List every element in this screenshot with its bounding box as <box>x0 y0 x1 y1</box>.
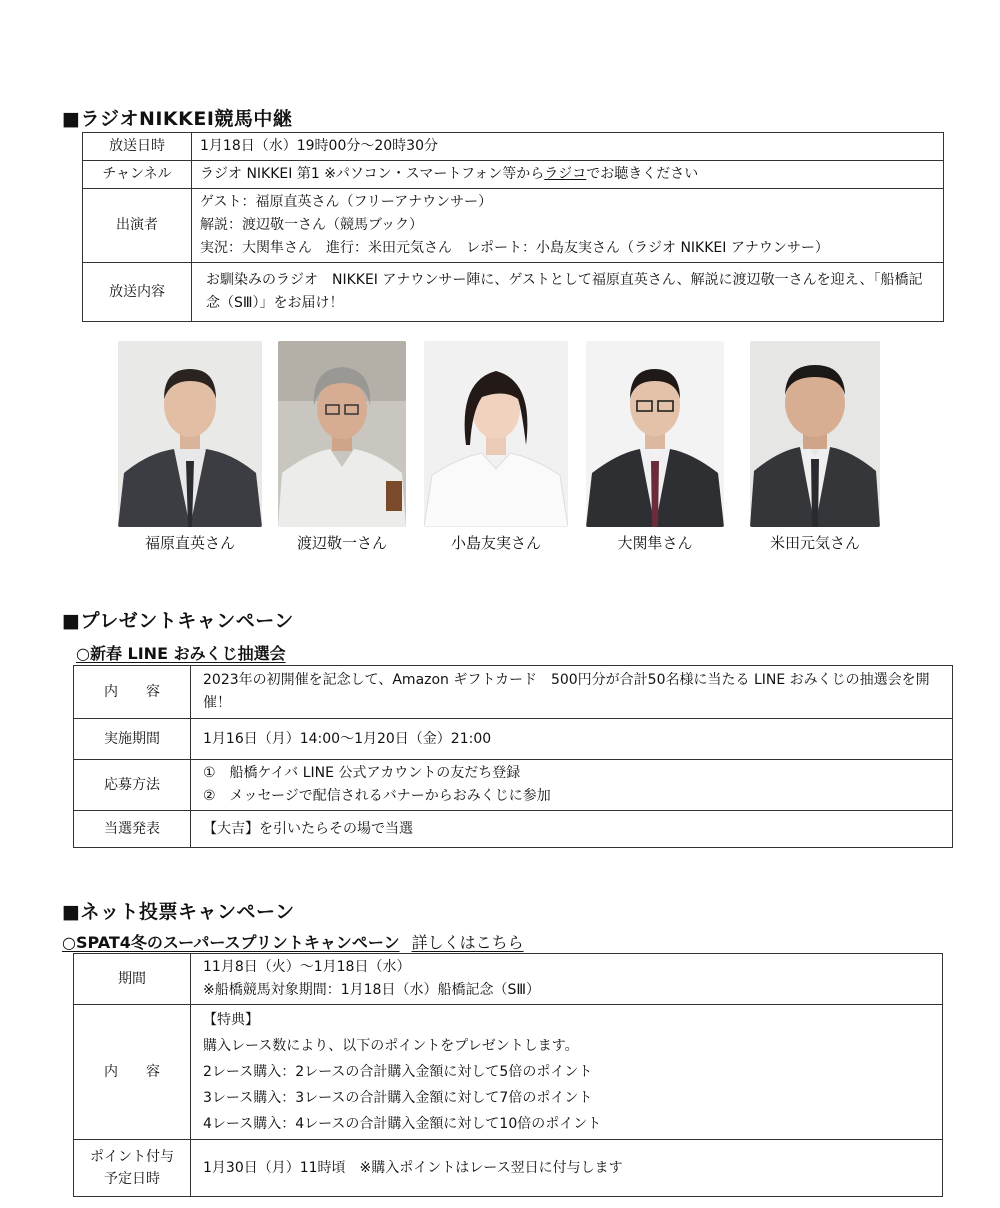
content-value: お馴染みのラジオ NIKKEI アナウンサー陣に、ゲストとして福原直英さん、解説に渡辺敬一さんを迎え、「船橋記念（SⅢ）」をお届け！ <box>192 263 944 322</box>
row-label-content: 放送内容 <box>83 263 192 322</box>
benefit-line: 2レース購入：2レースの合計購入金額に対して5倍のポイント <box>203 1064 593 1080</box>
row-label-result: 当選発表 <box>74 811 191 848</box>
table-row <box>74 811 953 848</box>
table-row <box>74 1140 943 1197</box>
row-label-term: 期間 <box>74 954 191 1005</box>
row-label-point-date: ポイント付与 予定日時 <box>74 1140 191 1197</box>
row-label-apply: 応募方法 <box>74 760 191 811</box>
net-point-date-value: 1月30日（月）11時頃 ※購入ポイントはレース翌日に付与します <box>191 1140 943 1197</box>
present-info-table <box>73 665 953 848</box>
channel-value <box>192 161 944 189</box>
detail-text: 詳しくは <box>411 933 476 952</box>
net-info-table <box>73 953 943 1197</box>
table-row <box>74 954 943 1005</box>
present-result-value: 【大吉】を引いたらその場で当選 <box>191 811 953 848</box>
row-label-broadcast-date: 放送日時 <box>83 133 192 161</box>
table-row <box>74 760 953 811</box>
table-row <box>83 133 944 161</box>
radio-section-title: ■ラジオNIKKEI競馬中継 <box>62 108 293 130</box>
present-apply-value <box>191 760 953 811</box>
person-name: 福原直英さん <box>144 534 235 552</box>
apply-step: ① 船橋ケイバ LINE 公式アカウントの友だち登録 <box>203 765 521 781</box>
net-subtitle <box>62 930 524 953</box>
benefit-line: 4レース購入：4レースの合計購入金額に対して10倍のポイント <box>203 1116 602 1132</box>
man-suit-photo <box>750 341 880 527</box>
table-row <box>83 263 944 322</box>
person-name: 大関隼さん <box>617 534 693 552</box>
cast-line: 実況：大関隼さん 進行：米田元気さん レポート：小島友実さん（ラジオ NIKKEI アナウンサー） <box>200 240 829 256</box>
row-label-period: 実施期間 <box>74 719 191 760</box>
table-row <box>83 189 944 263</box>
person-name: 米田元気さん <box>769 534 860 552</box>
radiko-link[interactable]: ラジコ <box>544 166 587 182</box>
row-label-cast: 出演者 <box>83 189 192 263</box>
person-name: 小島友実さん <box>450 534 541 552</box>
man-glasses-photo <box>586 341 724 527</box>
benefit-line: 3レース購入：3レースの合計購入金額に対して7倍のポイント <box>203 1090 593 1106</box>
net-section-title: ■ネット投票キャンペーン <box>62 901 295 923</box>
man-suit-photo <box>118 341 262 527</box>
cast-value <box>192 189 944 263</box>
radio-info-table <box>82 132 944 322</box>
woman-photo <box>424 341 568 527</box>
net-content-value <box>191 1005 943 1140</box>
row-label-content: 内 容 <box>74 666 191 719</box>
present-section-title: ■プレゼントキャンペーン <box>62 610 294 632</box>
apply-step: ② メッセージで配信されるバナーからおみくじに参加 <box>203 788 551 804</box>
table-row <box>74 666 953 719</box>
table-row <box>74 1005 943 1140</box>
man-grey-hair-photo <box>278 341 406 527</box>
benefit-line: 【特典】 <box>203 1012 259 1028</box>
channel-text-end: でお聴きください <box>586 166 699 182</box>
broadcast-date-value: 1月18日（水）19時00分～20時30分 <box>192 133 944 161</box>
net-term-value <box>191 954 943 1005</box>
present-subtitle: ○新春 LINE おみくじ抽選会 <box>76 644 286 663</box>
present-content-value: 2023年の初開催を記念して、Amazon ギフトカード 500円分が合計50名様に当たる LINE おみくじの抽選会を開催！ <box>191 666 953 719</box>
benefit-line: 購入レース数により、以下のポイントをプレゼントします。 <box>203 1038 579 1054</box>
row-label-content: 内 容 <box>74 1005 191 1140</box>
detail-link[interactable]: こちら <box>475 933 524 952</box>
term-line: 11月8日（火）～1月18日（水） <box>203 959 411 975</box>
present-period-value: 1月16日（月）14:00～1月20日（金）21:00 <box>191 719 953 760</box>
cast-line: ゲスト：福原直英さん（フリーアナウンサー） <box>200 194 493 210</box>
term-line: ※船橋競馬対象期間：1月18日（水）船橋記念（SⅢ） <box>203 982 540 998</box>
table-row <box>74 719 953 760</box>
net-subtitle-text: ○SPAT4冬のスーパースプリントキャンペーン <box>62 933 400 952</box>
table-row <box>83 161 944 189</box>
person-name: 渡辺敬一さん <box>296 534 387 552</box>
row-label-channel: チャンネル <box>83 161 192 189</box>
channel-text: ラジオ NIKKEI 第1 ※パソコン・スマートフォン等から <box>200 166 545 182</box>
cast-line: 解説：渡辺敬一さん（競馬ブック） <box>200 217 424 233</box>
